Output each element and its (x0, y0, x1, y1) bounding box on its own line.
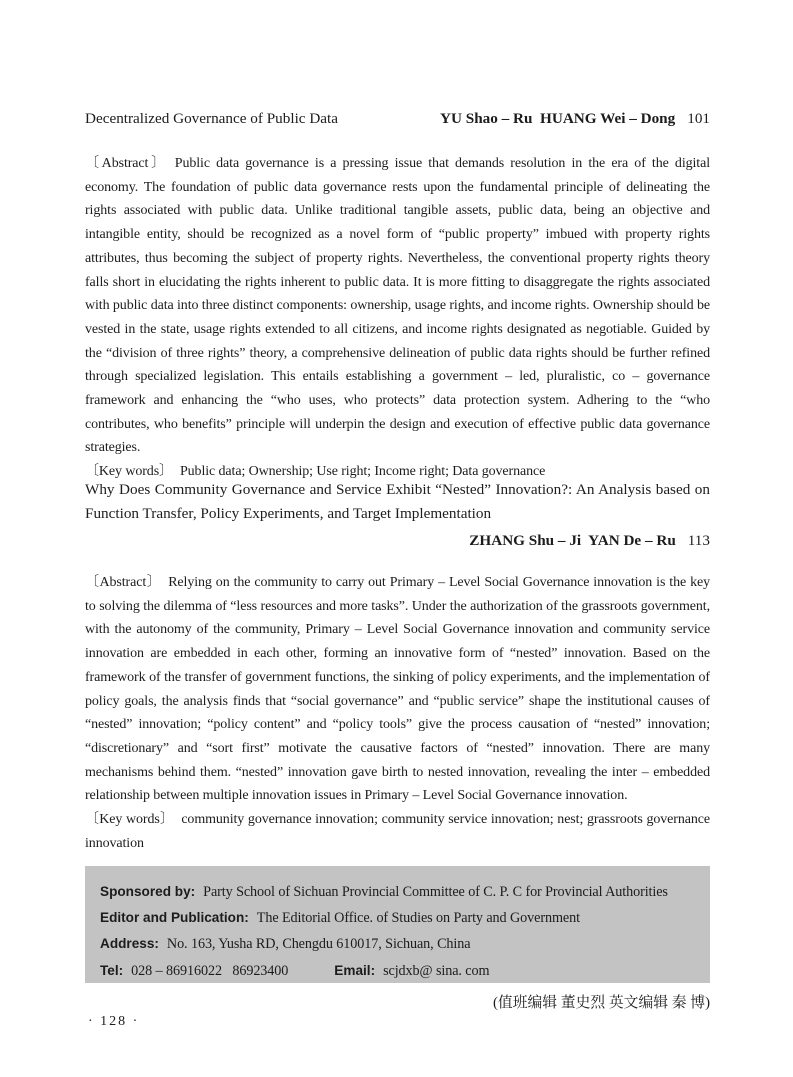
article2-title-block (85, 478, 710, 553)
editor-value: The Editorial Office. of Studies on Party and Government (256, 910, 580, 927)
page-number: · 128 · (88, 1014, 140, 1029)
tel-label: Tel: (100, 962, 124, 978)
article2-authors-row (85, 529, 710, 553)
keywords-label: 〔Key words〕 (85, 464, 173, 480)
keywords-text: Public data; Ownership; Use right; Income right; Data governance (179, 464, 546, 480)
sponsored-label: Sponsored by: (100, 884, 196, 899)
article1-title: Decentralized Governance of Public Data (85, 110, 339, 127)
address-value: No. 163, Yusha RD, Chengdu 610017, Sichuan, China (166, 936, 471, 953)
tel-value: 028 – 86916022 86923400 (131, 962, 289, 979)
keywords-text: community governance innovation; community service innovation; nest; grassroots governance innovation (85, 812, 711, 851)
editor-label: Editor and Publication: (100, 910, 249, 926)
tel-email-row (100, 958, 696, 984)
article1-abstract (85, 152, 710, 460)
article2-title: Why Does Community Governance and Service Exhibit “Nested” Innovation?: An Analysis based on Function Transfer, Policy Experiments, and Target Implementation (85, 481, 710, 523)
abstract-text: Relying on the community to carry out Primary – Level Social Governance innovation is the key to solving the dilemma of “less resources and more tasks”. Under the authorization of the grassroots government, with the autonomy of the community, Primary – Level Social Governance innovation and community service innovation are embedded in each other, forming an innovative form of “nested” innovation. Based on the framework of the transfer of government functions, the sinking of policy experiments, and the implementation of policy goals, the analysis finds that “social governance” and “public service” shape the institutional causes of “nested” innovation; “policy content” and “policy tools” give the process causation of “nested” innovation; “discretionary” and “sort first” motivate the causative factors of “nested” innovation. There are many mechanisms behind them. “nested” innovation gave birth to nested innovation, revealing the inter – embedded relationship between multiple innovation issues in Primary – Level Social Governance innovation. (85, 575, 710, 804)
article2-authors: ZHANG Shu – Ji YAN De – Ru (469, 531, 676, 549)
abstract-label: 〔Abstract〕 (85, 156, 168, 171)
keywords-label: 〔Key words〕 (85, 812, 175, 828)
abstract-label: 〔Abstract〕 (85, 575, 162, 590)
abstract-text: Public data governance is a pressing issue that demands resolution in the era of the digital economy. The foundation of public data governance rests upon the fundamental principle of delineating the rights associated with public data. Unlike traditional tangible assets, public data, being an objective and intangible entity, should be recognized as a novel form of “public property” imbued with property rights attributes, thus becoming the subject of property rights. Nevertheless, the conventional property rights theory falls short in elucidating the rights inherent to public data. It is more fitting to disaggregate the rights associated with public data into three distinct components: ownership, usage rights, and income rights. Ownership should be vested in the state, usage rights extended to all citizens, and income rights designated as negotiable. Guided by the “division of three rights” theory, a comprehensive delineation of public data rights should be further refined through specialized legislation. This entails establishing a government – led, pluralistic, co – governance framework and enhancing the “who uses, who protects” data protection system. Adhering to the “who contributes, who benefits” principle will underpin the design and execution of effective public data governance strategies. (85, 156, 710, 456)
article2-abstract (85, 571, 710, 808)
info-box (85, 866, 710, 983)
article1-header (85, 110, 710, 128)
email-value: scjdxb@ sina. com (383, 962, 490, 979)
sponsored-row (100, 879, 696, 905)
email-label: Email: (334, 962, 376, 978)
sponsored-value: Party School of Sichuan Provincial Committee of C. P. C for Provincial Authorities (203, 884, 668, 900)
article1-authors-group (440, 110, 710, 128)
article2-abstract-block (85, 571, 710, 855)
editor-row (100, 905, 696, 931)
address-row (100, 931, 696, 957)
article2-keywords (85, 808, 710, 855)
address-label: Address: (100, 936, 159, 952)
article2-page-ref: 113 (687, 531, 710, 549)
article1-page-ref: 101 (687, 110, 710, 127)
article1-authors: YU Shao – Ru HUANG Wei – Dong (440, 110, 676, 127)
article1-abstract-block (85, 152, 710, 484)
editors-note: (值班编辑 董史烈 英文编辑 秦 博) (492, 995, 710, 1011)
